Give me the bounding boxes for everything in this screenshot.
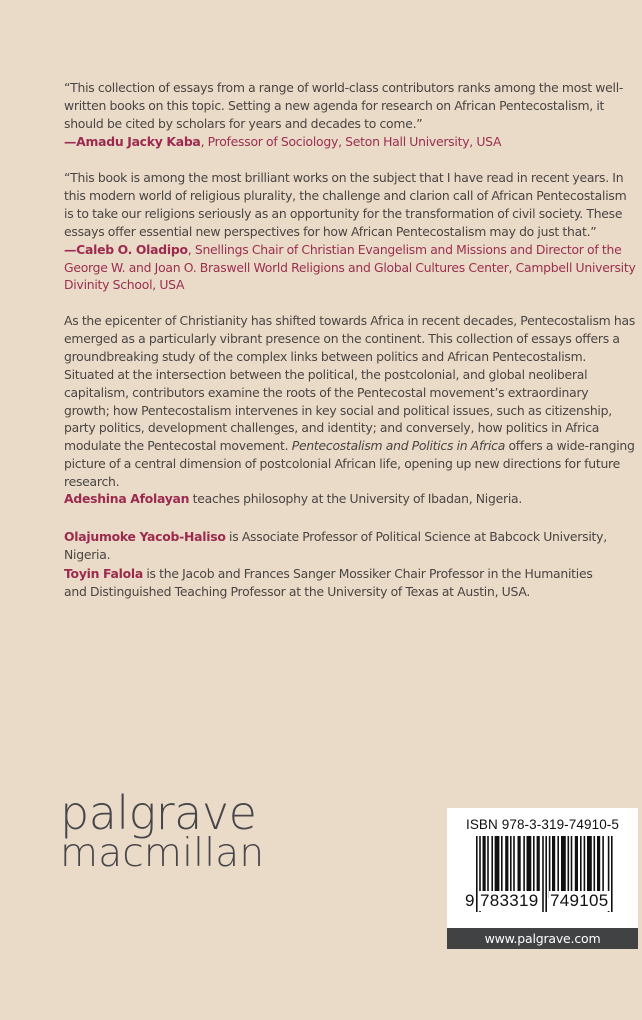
barcode-first-digit: 9 <box>465 891 475 910</box>
publisher-logo <box>60 786 265 876</box>
bio-paragraph <box>64 565 636 601</box>
description-text: offers a wide-ranging picture of a central dimension of postcolonial African life, opening up new directions for future research. <box>64 438 635 490</box>
editor-name: Adeshina Afolayan <box>64 491 190 506</box>
isbn-label: ISBN 978-3-319-74910-5 <box>465 817 620 832</box>
endorser-title: , Snellings Chair of Christian Evangelism and Missions and Director of the George W. and Joan O. Braswell World Religions and Global Cultures Center, Campbell University Divinity School, USA <box>64 241 636 293</box>
book-title: Pentecostalism and Politics in Africa <box>291 438 506 454</box>
endorsement-attribution <box>64 241 636 295</box>
endorsement-quote: “This book is among the most brilliant works on the subject that I have read in recent years. In this modern world of religious plurality, the challenge and clarion call of African Pentecostalism is to take our religions seriously as an opportunity for the transformation of civil society. These essays offer essential new perspectives for how African Pentecostalism may do just that.” <box>64 170 627 239</box>
publisher-logo-line-2: macmillan <box>60 831 265 876</box>
bio-text: and Distinguished Teaching Professor at the University of Texas at Austin, USA. <box>64 583 531 599</box>
publisher-logo-line-1: palgrave <box>60 786 257 840</box>
bio-text: is the Jacob and Frances Sanger Mossiker Chair Professor in the Humanities <box>142 566 593 581</box>
editor-name: Toyin Falola <box>64 566 143 581</box>
editor-bio-1 <box>64 490 636 508</box>
em-dash: — <box>64 133 77 149</box>
endorser-name: Caleb O. Oladipo <box>76 241 188 257</box>
endorser-title: , Professor of Sociology, Seton Hall University, USA <box>200 133 502 149</box>
isbn-barcode-box <box>447 808 638 949</box>
bio-paragraph <box>64 490 636 508</box>
bio-paragraph <box>64 528 636 564</box>
endorsement-attribution <box>64 133 636 151</box>
bio-text: is Associate Professor of Political Science at Babcock University, Nigeria. <box>64 529 607 562</box>
editor-name: Olajumoke Yacob-Haliso <box>64 529 226 544</box>
publisher-url: www.palgrave.com <box>447 928 638 949</box>
book-description <box>64 312 636 491</box>
barcode-digit-group-2: 749105 <box>550 891 609 910</box>
description-paragraph <box>64 312 636 491</box>
barcode-digit-group-1: 783319 <box>480 891 539 910</box>
em-dash: — <box>64 241 77 257</box>
editor-bio-3 <box>64 565 636 601</box>
endorser-name: Amadu Jacky Kaba <box>76 133 201 149</box>
editor-bio-2 <box>64 528 636 564</box>
bio-text: teaches philosophy at the University of Ibadan, Nigeria. <box>189 491 523 506</box>
description-text: As the epicenter of Christianity has shifted towards Africa in recent decades, Pentecostalism has emerged as a particularly vibrant presence on the continent. This collection of essays offers a groundbreaking study of the complex links between politics and African Pentecostalism. Situated at the intersection between the political, the postcolonial, and global neoliberal capitalism, contributors examine the roots of the Pentecostal movement’s extraordinary growth; how Pentecostalism intervenes in key social and political issues, such as citizenship, party politics, development challenges, and identity; and conversely, how politics in Africa modulate the Pentecostal movement. <box>64 313 636 454</box>
endorsement-quote: “This collection of essays from a range of world-class contributors ranks among the most well-written books on this topic. Setting a new agenda for research on African Pentecostalism, it should be cited by scholars for years and decades to come.” <box>64 80 624 131</box>
endorsement-2 <box>64 169 636 294</box>
endorsement-1 <box>64 79 636 151</box>
